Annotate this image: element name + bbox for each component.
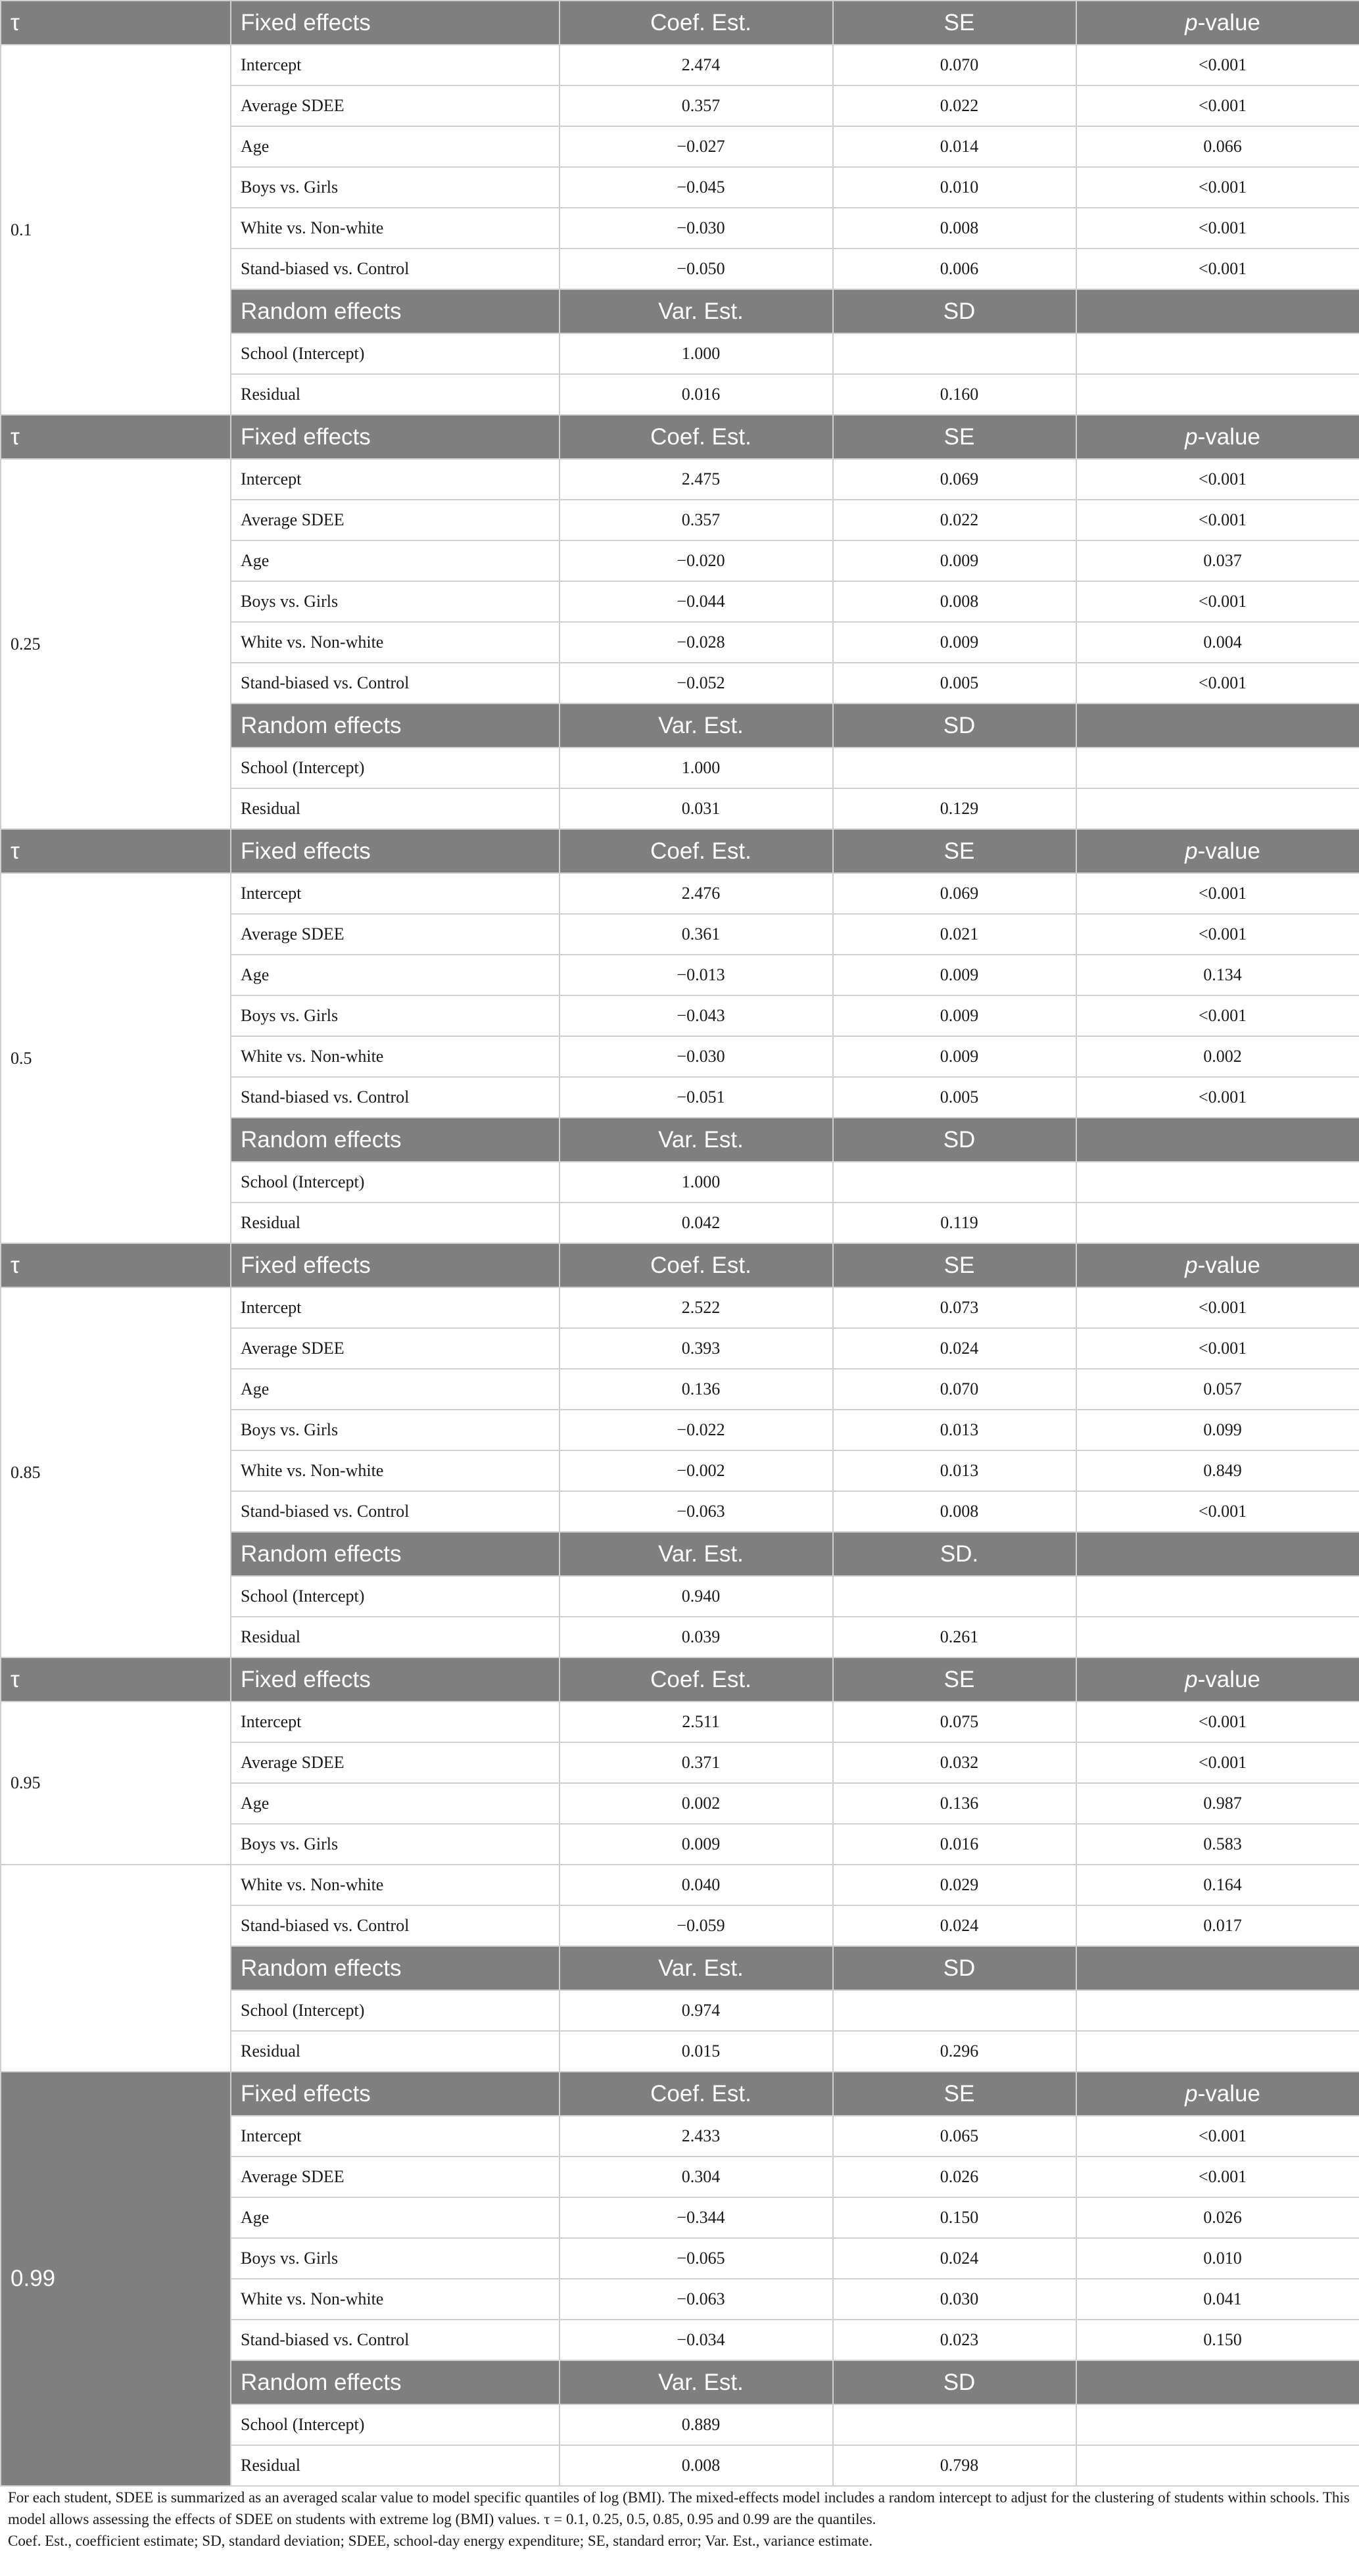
p-value: 0.099 [1076, 1410, 1359, 1450]
p-value: 0.134 [1076, 955, 1359, 995]
coef-est-value: −0.050 [560, 249, 833, 289]
coef-est-value: 0.009 [560, 1824, 833, 1865]
effect-label: White vs. Non-white [231, 208, 560, 249]
empty-cell [1076, 2404, 1359, 2445]
se-value: 0.009 [833, 540, 1076, 581]
effect-label: Average SDEE [231, 500, 560, 540]
p-value: <0.001 [1076, 995, 1359, 1036]
empty-cell [1076, 333, 1359, 374]
p-value: <0.001 [1076, 85, 1359, 126]
se-header: SE [833, 2072, 1076, 2116]
sd-value [833, 333, 1076, 374]
effect-label: White vs. Non-white [231, 2279, 560, 2320]
se-value: 0.030 [833, 2279, 1076, 2320]
coef-est-value: −0.051 [560, 1077, 833, 1118]
sd-header: SD [833, 1118, 1076, 1162]
se-value: 0.032 [833, 1742, 1076, 1783]
p-value-header-suffix: -value [1197, 838, 1260, 864]
se-value: 0.008 [833, 581, 1076, 622]
se-value: 0.022 [833, 85, 1076, 126]
effect-label: White vs. Non-white [231, 1036, 560, 1077]
p-value: <0.001 [1076, 581, 1359, 622]
p-value-header [1076, 829, 1359, 873]
sd-value: 0.296 [833, 2031, 1076, 2072]
effect-label: Age [231, 955, 560, 995]
p-value: <0.001 [1076, 914, 1359, 955]
coef-est-value: 0.304 [560, 2157, 833, 2197]
coef-est-value: 2.511 [560, 1702, 833, 1742]
coef-est-value: 2.475 [560, 459, 833, 500]
fixed-effects-header: Fixed effects [231, 2072, 560, 2116]
p-value: <0.001 [1076, 45, 1359, 85]
effect-label: Boys vs. Girls [231, 167, 560, 208]
se-value: 0.029 [833, 1865, 1076, 1905]
fixed-effects-header: Fixed effects [231, 829, 560, 873]
tau-header: τ [1, 1, 231, 45]
table-row [1, 459, 1359, 500]
p-value: 0.026 [1076, 2197, 1359, 2238]
coef-est-value: −0.065 [560, 2238, 833, 2279]
se-value: 0.070 [833, 45, 1076, 85]
se-value: 0.070 [833, 1369, 1076, 1410]
coef-est-header: Coef. Est. [560, 415, 833, 459]
se-value: 0.014 [833, 126, 1076, 167]
var-est-header: Var. Est. [560, 704, 833, 748]
coef-est-header: Coef. Est. [560, 1, 833, 45]
p-value-header [1076, 2072, 1359, 2116]
tau-value: 0.25 [1, 459, 231, 829]
sd-value: 0.160 [833, 374, 1076, 415]
p-value-header-p: p [1185, 1252, 1198, 1278]
se-value: 0.024 [833, 1328, 1076, 1369]
p-value: <0.001 [1076, 1702, 1359, 1742]
effect-label: Stand-biased vs. Control [231, 1077, 560, 1118]
se-value: 0.013 [833, 1450, 1076, 1491]
se-value: 0.008 [833, 208, 1076, 249]
coef-est-value: −0.030 [560, 208, 833, 249]
coef-est-value: 0.371 [560, 1742, 833, 1783]
empty-header-cell [1076, 289, 1359, 333]
coef-est-value: 2.474 [560, 45, 833, 85]
coef-est-value: −0.044 [560, 581, 833, 622]
effect-label: Intercept [231, 1702, 560, 1742]
tau-header: τ [1, 415, 231, 459]
var-est-value: 1.000 [560, 333, 833, 374]
se-header: SE [833, 1658, 1076, 1702]
se-value: 0.024 [833, 1905, 1076, 1946]
effect-label: Average SDEE [231, 85, 560, 126]
random-effects-header: Random effects [231, 289, 560, 333]
p-value: 0.057 [1076, 1369, 1359, 1410]
effect-label: Intercept [231, 45, 560, 85]
p-value: 0.849 [1076, 1450, 1359, 1491]
table-row [1, 1287, 1359, 1328]
coef-est-value: −0.063 [560, 1491, 833, 1532]
p-value-header-suffix: -value [1197, 1666, 1260, 1692]
var-est-header: Var. Est. [560, 1118, 833, 1162]
table-row [1, 873, 1359, 914]
random-effect-label: School (Intercept) [231, 748, 560, 788]
se-header: SE [833, 829, 1076, 873]
se-header: SE [833, 1243, 1076, 1287]
se-value: 0.009 [833, 1036, 1076, 1077]
coef-est-value: −0.059 [560, 1905, 833, 1946]
p-value: <0.001 [1076, 663, 1359, 704]
effect-label: Boys vs. Girls [231, 1824, 560, 1865]
var-est-value: 1.000 [560, 1162, 833, 1203]
se-value: 0.065 [833, 2116, 1076, 2157]
footnote-description: For each student, SDEE is summarized as an averaged scalar value to model specific quantiles of log (BMI). The mixed-effects model includes a random intercept to adjust for the clustering of students within schools. This model allows assessing the effects of SDEE on students with extreme log (BMI) values. τ = 0.1, 0.25, 0.5, 0.85, 0.95 and 0.99 are the quantiles. [8, 2489, 1350, 2527]
var-est-value: 0.940 [560, 1576, 833, 1617]
random-effect-label: Residual [231, 788, 560, 829]
coef-est-value: 0.040 [560, 1865, 833, 1905]
table-footnote [8, 2487, 1352, 2552]
se-value: 0.009 [833, 995, 1076, 1036]
coef-est-value: −0.020 [560, 540, 833, 581]
p-value: 0.041 [1076, 2279, 1359, 2320]
p-value-header-suffix: -value [1197, 2080, 1260, 2107]
random-effect-label: Residual [231, 1617, 560, 1658]
var-est-header: Var. Est. [560, 2360, 833, 2404]
tau-value: 0.5 [1, 873, 231, 1243]
se-value: 0.010 [833, 167, 1076, 208]
se-value: 0.150 [833, 2197, 1076, 2238]
p-value: <0.001 [1076, 2116, 1359, 2157]
fixed-effects-header: Fixed effects [231, 1243, 560, 1287]
effect-label: Age [231, 126, 560, 167]
var-est-value: 0.008 [560, 2445, 833, 2486]
empty-cell [1076, 2445, 1359, 2486]
sd-value [833, 1576, 1076, 1617]
sd-value [833, 1990, 1076, 2031]
se-value: 0.023 [833, 2320, 1076, 2360]
p-value: <0.001 [1076, 1328, 1359, 1369]
p-value-header-suffix: -value [1197, 423, 1260, 450]
se-header: SE [833, 1, 1076, 45]
effect-label: Intercept [231, 1287, 560, 1328]
p-value: 0.017 [1076, 1905, 1359, 1946]
coef-est-header: Coef. Est. [560, 1243, 833, 1287]
se-value: 0.009 [833, 955, 1076, 995]
p-value: <0.001 [1076, 249, 1359, 289]
p-value: <0.001 [1076, 1287, 1359, 1328]
var-est-value: 0.031 [560, 788, 833, 829]
p-value-header-p: p [1185, 1666, 1198, 1692]
sd-header: SD. [833, 1532, 1076, 1576]
random-effect-label: Residual [231, 1203, 560, 1243]
random-effect-label: Residual [231, 2445, 560, 2486]
coef-est-value: 2.433 [560, 2116, 833, 2157]
p-value-header-p: p [1185, 9, 1198, 36]
p-value: <0.001 [1076, 208, 1359, 249]
tau-value: 0.1 [1, 45, 231, 415]
sd-value: 0.261 [833, 1617, 1076, 1658]
random-effect-label: School (Intercept) [231, 2404, 560, 2445]
sd-value: 0.798 [833, 2445, 1076, 2486]
empty-cell [1076, 2031, 1359, 2072]
empty-cell [1076, 1203, 1359, 1243]
p-value-header-p: p [1185, 423, 1198, 450]
empty-cell [1076, 1576, 1359, 1617]
se-header: SE [833, 415, 1076, 459]
sd-header: SD [833, 2360, 1076, 2404]
random-effects-header: Random effects [231, 2360, 560, 2404]
effect-label: Stand-biased vs. Control [231, 2320, 560, 2360]
p-value: <0.001 [1076, 500, 1359, 540]
p-value: 0.987 [1076, 1783, 1359, 1824]
coef-est-header: Coef. Est. [560, 829, 833, 873]
p-value: <0.001 [1076, 1742, 1359, 1783]
effect-label: White vs. Non-white [231, 1450, 560, 1491]
se-value: 0.016 [833, 1824, 1076, 1865]
var-est-value: 0.015 [560, 2031, 833, 2072]
tau-value-continued [1, 1865, 231, 2072]
random-effects-header: Random effects [231, 704, 560, 748]
tau-header: τ [1, 1658, 231, 1702]
p-value: 0.583 [1076, 1824, 1359, 1865]
random-effect-label: School (Intercept) [231, 1162, 560, 1203]
coef-est-value: −0.028 [560, 622, 833, 663]
se-value: 0.022 [833, 500, 1076, 540]
p-value: 0.164 [1076, 1865, 1359, 1905]
sd-value: 0.119 [833, 1203, 1076, 1243]
p-value-header [1076, 415, 1359, 459]
effect-label: White vs. Non-white [231, 1865, 560, 1905]
empty-cell [1076, 788, 1359, 829]
coef-est-value: −0.052 [560, 663, 833, 704]
p-value: 0.004 [1076, 622, 1359, 663]
p-value: 0.066 [1076, 126, 1359, 167]
empty-cell [1076, 748, 1359, 788]
p-value: 0.010 [1076, 2238, 1359, 2279]
fixed-effects-header-row [1, 415, 1359, 459]
coef-est-value: 0.361 [560, 914, 833, 955]
coef-est-value: 0.002 [560, 1783, 833, 1824]
coef-est-value: 0.357 [560, 85, 833, 126]
p-value: <0.001 [1076, 873, 1359, 914]
fixed-effects-header-row [1, 2072, 1359, 2116]
p-value: 0.150 [1076, 2320, 1359, 2360]
effect-label: Average SDEE [231, 2157, 560, 2197]
sd-value [833, 1162, 1076, 1203]
random-effects-header: Random effects [231, 1118, 560, 1162]
se-value: 0.136 [833, 1783, 1076, 1824]
se-value: 0.075 [833, 1702, 1076, 1742]
effect-label: Age [231, 2197, 560, 2238]
table-row [1, 45, 1359, 85]
effect-label: White vs. Non-white [231, 622, 560, 663]
footnote-abbreviations: Coef. Est., coefficient estimate; SD, standard deviation; SDEE, school-day energy expenditure; SE, standard error; Var. Est., variance estimate. [8, 2533, 873, 2549]
sd-header: SD [833, 704, 1076, 748]
var-est-value: 0.974 [560, 1990, 833, 2031]
coef-est-value: 2.522 [560, 1287, 833, 1328]
effect-label: Intercept [231, 459, 560, 500]
effect-label: Age [231, 540, 560, 581]
p-value-header-p: p [1185, 838, 1198, 864]
p-value-header-suffix: -value [1197, 9, 1260, 36]
coef-est-value: −0.043 [560, 995, 833, 1036]
coef-est-value: −0.013 [560, 955, 833, 995]
effect-label: Age [231, 1783, 560, 1824]
p-value: <0.001 [1076, 2157, 1359, 2197]
effect-label: Age [231, 1369, 560, 1410]
tau-header: τ [1, 829, 231, 873]
random-effect-label: School (Intercept) [231, 333, 560, 374]
random-effects-header: Random effects [231, 1946, 560, 1990]
empty-header-cell [1076, 1532, 1359, 1576]
tau-value: 0.95 [1, 1702, 231, 1865]
var-est-header: Var. Est. [560, 1532, 833, 1576]
effect-label: Average SDEE [231, 1742, 560, 1783]
se-value: 0.005 [833, 663, 1076, 704]
var-est-value: 0.016 [560, 374, 833, 415]
p-value-header-p: p [1185, 2080, 1198, 2107]
fixed-effects-header: Fixed effects [231, 415, 560, 459]
empty-cell [1076, 1617, 1359, 1658]
p-value: <0.001 [1076, 167, 1359, 208]
sd-value [833, 748, 1076, 788]
coef-est-value: −0.045 [560, 167, 833, 208]
fixed-effects-header: Fixed effects [231, 1, 560, 45]
p-value-header [1076, 1, 1359, 45]
se-value: 0.069 [833, 873, 1076, 914]
empty-header-cell [1076, 2360, 1359, 2404]
empty-cell [1076, 1990, 1359, 2031]
table-row [1, 1865, 1359, 1905]
effect-label: Boys vs. Girls [231, 1410, 560, 1450]
fixed-effects-header-row [1, 1, 1359, 45]
empty-cell [1076, 1162, 1359, 1203]
effect-label: Boys vs. Girls [231, 995, 560, 1036]
random-effect-label: School (Intercept) [231, 1990, 560, 2031]
se-value: 0.021 [833, 914, 1076, 955]
p-value: <0.001 [1076, 459, 1359, 500]
random-effect-label: Residual [231, 374, 560, 415]
p-value: <0.001 [1076, 1077, 1359, 1118]
effect-label: Intercept [231, 873, 560, 914]
effect-label: Boys vs. Girls [231, 581, 560, 622]
p-value-header [1076, 1243, 1359, 1287]
effect-label: Average SDEE [231, 1328, 560, 1369]
coef-est-header: Coef. Est. [560, 2072, 833, 2116]
se-value: 0.026 [833, 2157, 1076, 2197]
tau-value: 0.85 [1, 1287, 231, 1658]
effect-label: Stand-biased vs. Control [231, 1491, 560, 1532]
var-est-value: 0.889 [560, 2404, 833, 2445]
coef-est-value: −0.002 [560, 1450, 833, 1491]
var-est-value: 0.042 [560, 1203, 833, 1243]
effect-label: Boys vs. Girls [231, 2238, 560, 2279]
p-value: <0.001 [1076, 1491, 1359, 1532]
se-value: 0.005 [833, 1077, 1076, 1118]
random-effects-header: Random effects [231, 1532, 560, 1576]
empty-header-cell [1076, 1118, 1359, 1162]
coef-est-value: −0.034 [560, 2320, 833, 2360]
fixed-effects-header-row [1, 1243, 1359, 1287]
table-row [1, 1702, 1359, 1742]
tau-value: 0.99 [1, 2072, 231, 2486]
se-value: 0.006 [833, 249, 1076, 289]
empty-header-cell [1076, 1946, 1359, 1990]
var-est-header: Var. Est. [560, 289, 833, 333]
effect-label: Average SDEE [231, 914, 560, 955]
se-value: 0.008 [833, 1491, 1076, 1532]
random-effect-label: School (Intercept) [231, 1576, 560, 1617]
var-est-value: 1.000 [560, 748, 833, 788]
coef-est-value: −0.030 [560, 1036, 833, 1077]
random-effect-label: Residual [231, 2031, 560, 2072]
coef-est-value: 2.476 [560, 873, 833, 914]
se-value: 0.073 [833, 1287, 1076, 1328]
var-est-header: Var. Est. [560, 1946, 833, 1990]
sd-header: SD [833, 1946, 1076, 1990]
coef-est-value: 0.136 [560, 1369, 833, 1410]
effect-label: Stand-biased vs. Control [231, 1905, 560, 1946]
effect-label: Stand-biased vs. Control [231, 249, 560, 289]
p-value-header-suffix: -value [1197, 1252, 1260, 1278]
coef-est-value: −0.063 [560, 2279, 833, 2320]
fixed-effects-header-row [1, 1658, 1359, 1702]
se-value: 0.069 [833, 459, 1076, 500]
se-value: 0.013 [833, 1410, 1076, 1450]
var-est-value: 0.039 [560, 1617, 833, 1658]
effect-label: Intercept [231, 2116, 560, 2157]
sd-header: SD [833, 289, 1076, 333]
p-value: 0.002 [1076, 1036, 1359, 1077]
tau-header: τ [1, 1243, 231, 1287]
se-value: 0.024 [833, 2238, 1076, 2279]
sd-value [833, 2404, 1076, 2445]
empty-header-cell [1076, 704, 1359, 748]
empty-cell [1076, 374, 1359, 415]
effect-label: Stand-biased vs. Control [231, 663, 560, 704]
sd-value: 0.129 [833, 788, 1076, 829]
coef-est-header: Coef. Est. [560, 1658, 833, 1702]
coef-est-value: −0.027 [560, 126, 833, 167]
p-value: 0.037 [1076, 540, 1359, 581]
coef-est-value: −0.022 [560, 1410, 833, 1450]
coef-est-value: −0.344 [560, 2197, 833, 2238]
coef-est-value: 0.393 [560, 1328, 833, 1369]
p-value-header [1076, 1658, 1359, 1702]
se-value: 0.009 [833, 622, 1076, 663]
fixed-effects-header: Fixed effects [231, 1658, 560, 1702]
fixed-effects-header-row [1, 829, 1359, 873]
coef-est-value: 0.357 [560, 500, 833, 540]
